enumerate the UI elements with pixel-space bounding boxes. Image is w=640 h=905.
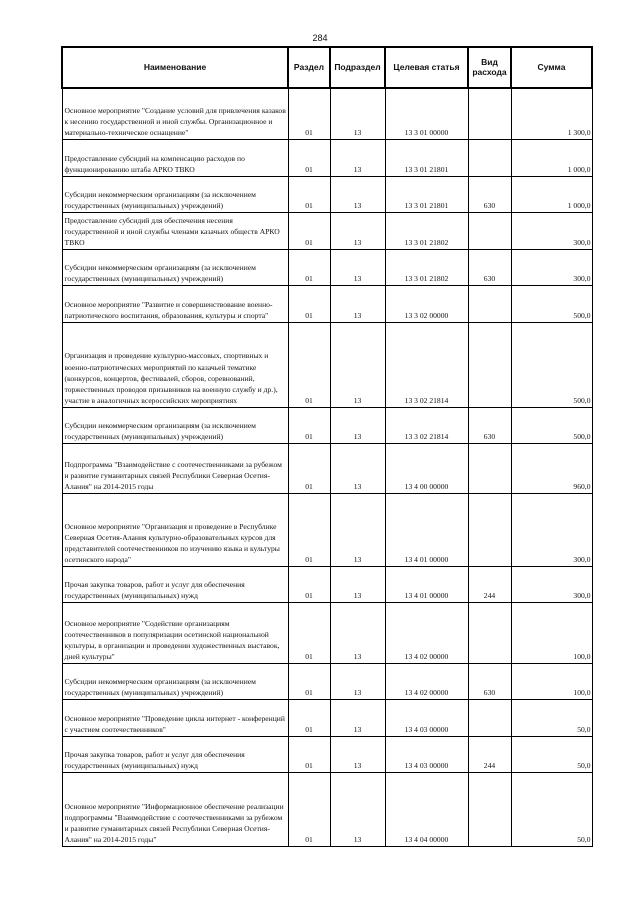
row-expense-type: 630 [468, 663, 511, 699]
row-target: 13 3 01 21801 [385, 139, 468, 176]
header-target: Целевая статья [385, 47, 468, 88]
row-expense-type: 630 [468, 249, 511, 285]
row-expense-type [468, 285, 511, 322]
row-name: Предоставление субсидий для обеспечения несения государственной и иной службы членами казачьих обществ АРКО ТВКО [62, 212, 288, 249]
row-subsection: 13 [330, 249, 385, 285]
row-sum: 960,0 [511, 443, 592, 493]
row-expense-type: 244 [468, 566, 511, 602]
page-number: 284 [312, 33, 328, 43]
row-sum: 100,0 [511, 663, 592, 699]
row-sum: 300,0 [511, 566, 592, 602]
row-subsection: 13 [330, 88, 385, 139]
row-target: 13 3 02 21814 [385, 407, 468, 443]
header-expense-type: Вид расхода [468, 47, 511, 88]
row-section: 01 [288, 88, 330, 139]
row-expense-type [468, 443, 511, 493]
row-section: 01 [288, 602, 330, 663]
row-expense-type [468, 212, 511, 249]
row-target: 13 4 00 00000 [385, 443, 468, 493]
budget-table [61, 46, 593, 847]
row-expense-type [468, 322, 511, 407]
table-row [62, 566, 592, 602]
header-subsection: Подраздел [330, 47, 385, 88]
row-target: 13 3 02 21814 [385, 322, 468, 407]
row-name: Основное мероприятие "Проведение цикла интернет - конференций с участием соотечественников" [62, 699, 288, 736]
row-sum: 300,0 [511, 212, 592, 249]
row-target: 13 3 01 21802 [385, 212, 468, 249]
row-name: Субсидии некоммерческим организациям (за исключением государственных (муниципальных) учреждений) [62, 407, 288, 443]
row-subsection: 13 [330, 322, 385, 407]
row-sum: 300,0 [511, 493, 592, 566]
row-subsection: 13 [330, 663, 385, 699]
row-name: Основное мероприятие "Создание условий для привлечения казаков к несению государственной и иной службы. Организационное и материально-техническое оснащение" [62, 88, 288, 139]
row-name: Прочая закупка товаров, работ и услуг для обеспечения государственных (муниципальных) нужд [62, 736, 288, 772]
row-expense-type [468, 772, 511, 846]
row-target: 13 4 04 00000 [385, 772, 468, 846]
row-name: Организация и проведение культурно-массовых, спортивных и военно-патриотических мероприятий по казачьей тематике (конкурсов, концертов, фестивалей, сборов, соревнований, торжественных проводов призывников на военную службу и др.), участие в аналогичных всероссийских мероприятиях [62, 322, 288, 407]
row-section: 01 [288, 699, 330, 736]
row-subsection: 13 [330, 285, 385, 322]
row-subsection: 13 [330, 772, 385, 846]
row-subsection: 13 [330, 566, 385, 602]
row-section: 01 [288, 176, 330, 212]
row-section: 01 [288, 285, 330, 322]
row-section: 01 [288, 772, 330, 846]
row-section: 01 [288, 566, 330, 602]
row-subsection: 13 [330, 602, 385, 663]
row-target: 13 3 01 21802 [385, 249, 468, 285]
row-name: Субсидии некоммерческим организациям (за исключением государственных (муниципальных) учреждений) [62, 176, 288, 212]
row-expense-type: 244 [468, 736, 511, 772]
header-section: Раздел [288, 47, 330, 88]
table-row [62, 663, 592, 699]
row-target: 13 4 01 00000 [385, 566, 468, 602]
row-name: Прочая закупка товаров, работ и услуг для обеспечения государственных (муниципальных) нужд [62, 566, 288, 602]
row-target: 13 3 02 00000 [385, 285, 468, 322]
row-expense-type: 630 [468, 176, 511, 212]
row-subsection: 13 [330, 493, 385, 566]
row-expense-type [468, 88, 511, 139]
row-subsection: 13 [330, 443, 385, 493]
row-section: 01 [288, 139, 330, 176]
row-expense-type [468, 493, 511, 566]
row-section: 01 [288, 443, 330, 493]
row-section: 01 [288, 736, 330, 772]
table-row [62, 139, 592, 176]
row-expense-type [468, 139, 511, 176]
row-subsection: 13 [330, 176, 385, 212]
table-row [62, 176, 592, 212]
table-row [62, 212, 592, 249]
row-target: 13 4 01 00000 [385, 493, 468, 566]
header-name: Наименование [62, 47, 288, 88]
row-sum: 50,0 [511, 699, 592, 736]
row-subsection: 13 [330, 407, 385, 443]
row-name: Субсидии некоммерческим организациям (за исключением государственных (муниципальных) учреждений) [62, 249, 288, 285]
row-name: Основное мероприятие "Развитие и совершенствование военно-патриотического воспитания, образования, культуры и спорта" [62, 285, 288, 322]
row-sum: 500,0 [511, 322, 592, 407]
row-name: Основное мероприятие "Содействие организациям соотечественников в популяризации осетинской национальной культуры, в организации и проведении художественных выставок, дней культуры" [62, 602, 288, 663]
row-subsection: 13 [330, 699, 385, 736]
row-section: 01 [288, 663, 330, 699]
table-row [62, 443, 592, 493]
row-target: 13 4 02 00000 [385, 663, 468, 699]
table-row [62, 772, 592, 846]
table-row [62, 88, 592, 139]
row-sum: 50,0 [511, 772, 592, 846]
row-sum: 1 300,0 [511, 88, 592, 139]
row-subsection: 13 [330, 212, 385, 249]
row-section: 01 [288, 212, 330, 249]
row-target: 13 4 02 00000 [385, 602, 468, 663]
table-row [62, 699, 592, 736]
table-row [62, 322, 592, 407]
row-name: Субсидии некоммерческим организациям (за исключением государственных (муниципальных) учреждений) [62, 663, 288, 699]
row-sum: 500,0 [511, 407, 592, 443]
row-sum: 1 000,0 [511, 176, 592, 212]
row-section: 01 [288, 407, 330, 443]
table-row [62, 249, 592, 285]
row-section: 01 [288, 322, 330, 407]
row-name: Предоставление субсидий на компенсацию расходов по функционированию штаба АРКО ТВКО [62, 139, 288, 176]
row-subsection: 13 [330, 139, 385, 176]
row-section: 01 [288, 249, 330, 285]
row-name: Основное мероприятие "Информационное обеспечение реализации подпрограммы "Взаимодействие с соотечественниками за рубежом и развитие гуманитарных связей Республики Северная Осетия-Алания" на 2014-2015 годы" [62, 772, 288, 846]
row-name: Основное мероприятие "Организация и проведение в Республике Северная Осетия-Алания культурно-образовательных курсов для представителей соотечественников по изучению языка и культуры осетинского народа" [62, 493, 288, 566]
row-sum: 1 000,0 [511, 139, 592, 176]
row-sum: 50,0 [511, 736, 592, 772]
row-section: 01 [288, 493, 330, 566]
table-row [62, 602, 592, 663]
row-expense-type [468, 699, 511, 736]
row-sum: 100,0 [511, 602, 592, 663]
row-sum: 300,0 [511, 249, 592, 285]
header-sum: Сумма [511, 47, 592, 88]
row-subsection: 13 [330, 736, 385, 772]
row-target: 13 3 01 00000 [385, 88, 468, 139]
row-name: Подпрограмма "Взаимодействие с соотечественниками за рубежом и развитие гуманитарных связей Республики Северная Осетия-Алания" на 2014-2015 годы [62, 443, 288, 493]
table-row [62, 407, 592, 443]
table-row [62, 493, 592, 566]
row-target: 13 3 01 21801 [385, 176, 468, 212]
table-header-row [62, 47, 592, 88]
row-target: 13 4 03 00000 [385, 736, 468, 772]
row-sum: 500,0 [511, 285, 592, 322]
table-row [62, 285, 592, 322]
row-target: 13 4 03 00000 [385, 699, 468, 736]
row-expense-type [468, 602, 511, 663]
row-expense-type: 630 [468, 407, 511, 443]
table-row [62, 736, 592, 772]
